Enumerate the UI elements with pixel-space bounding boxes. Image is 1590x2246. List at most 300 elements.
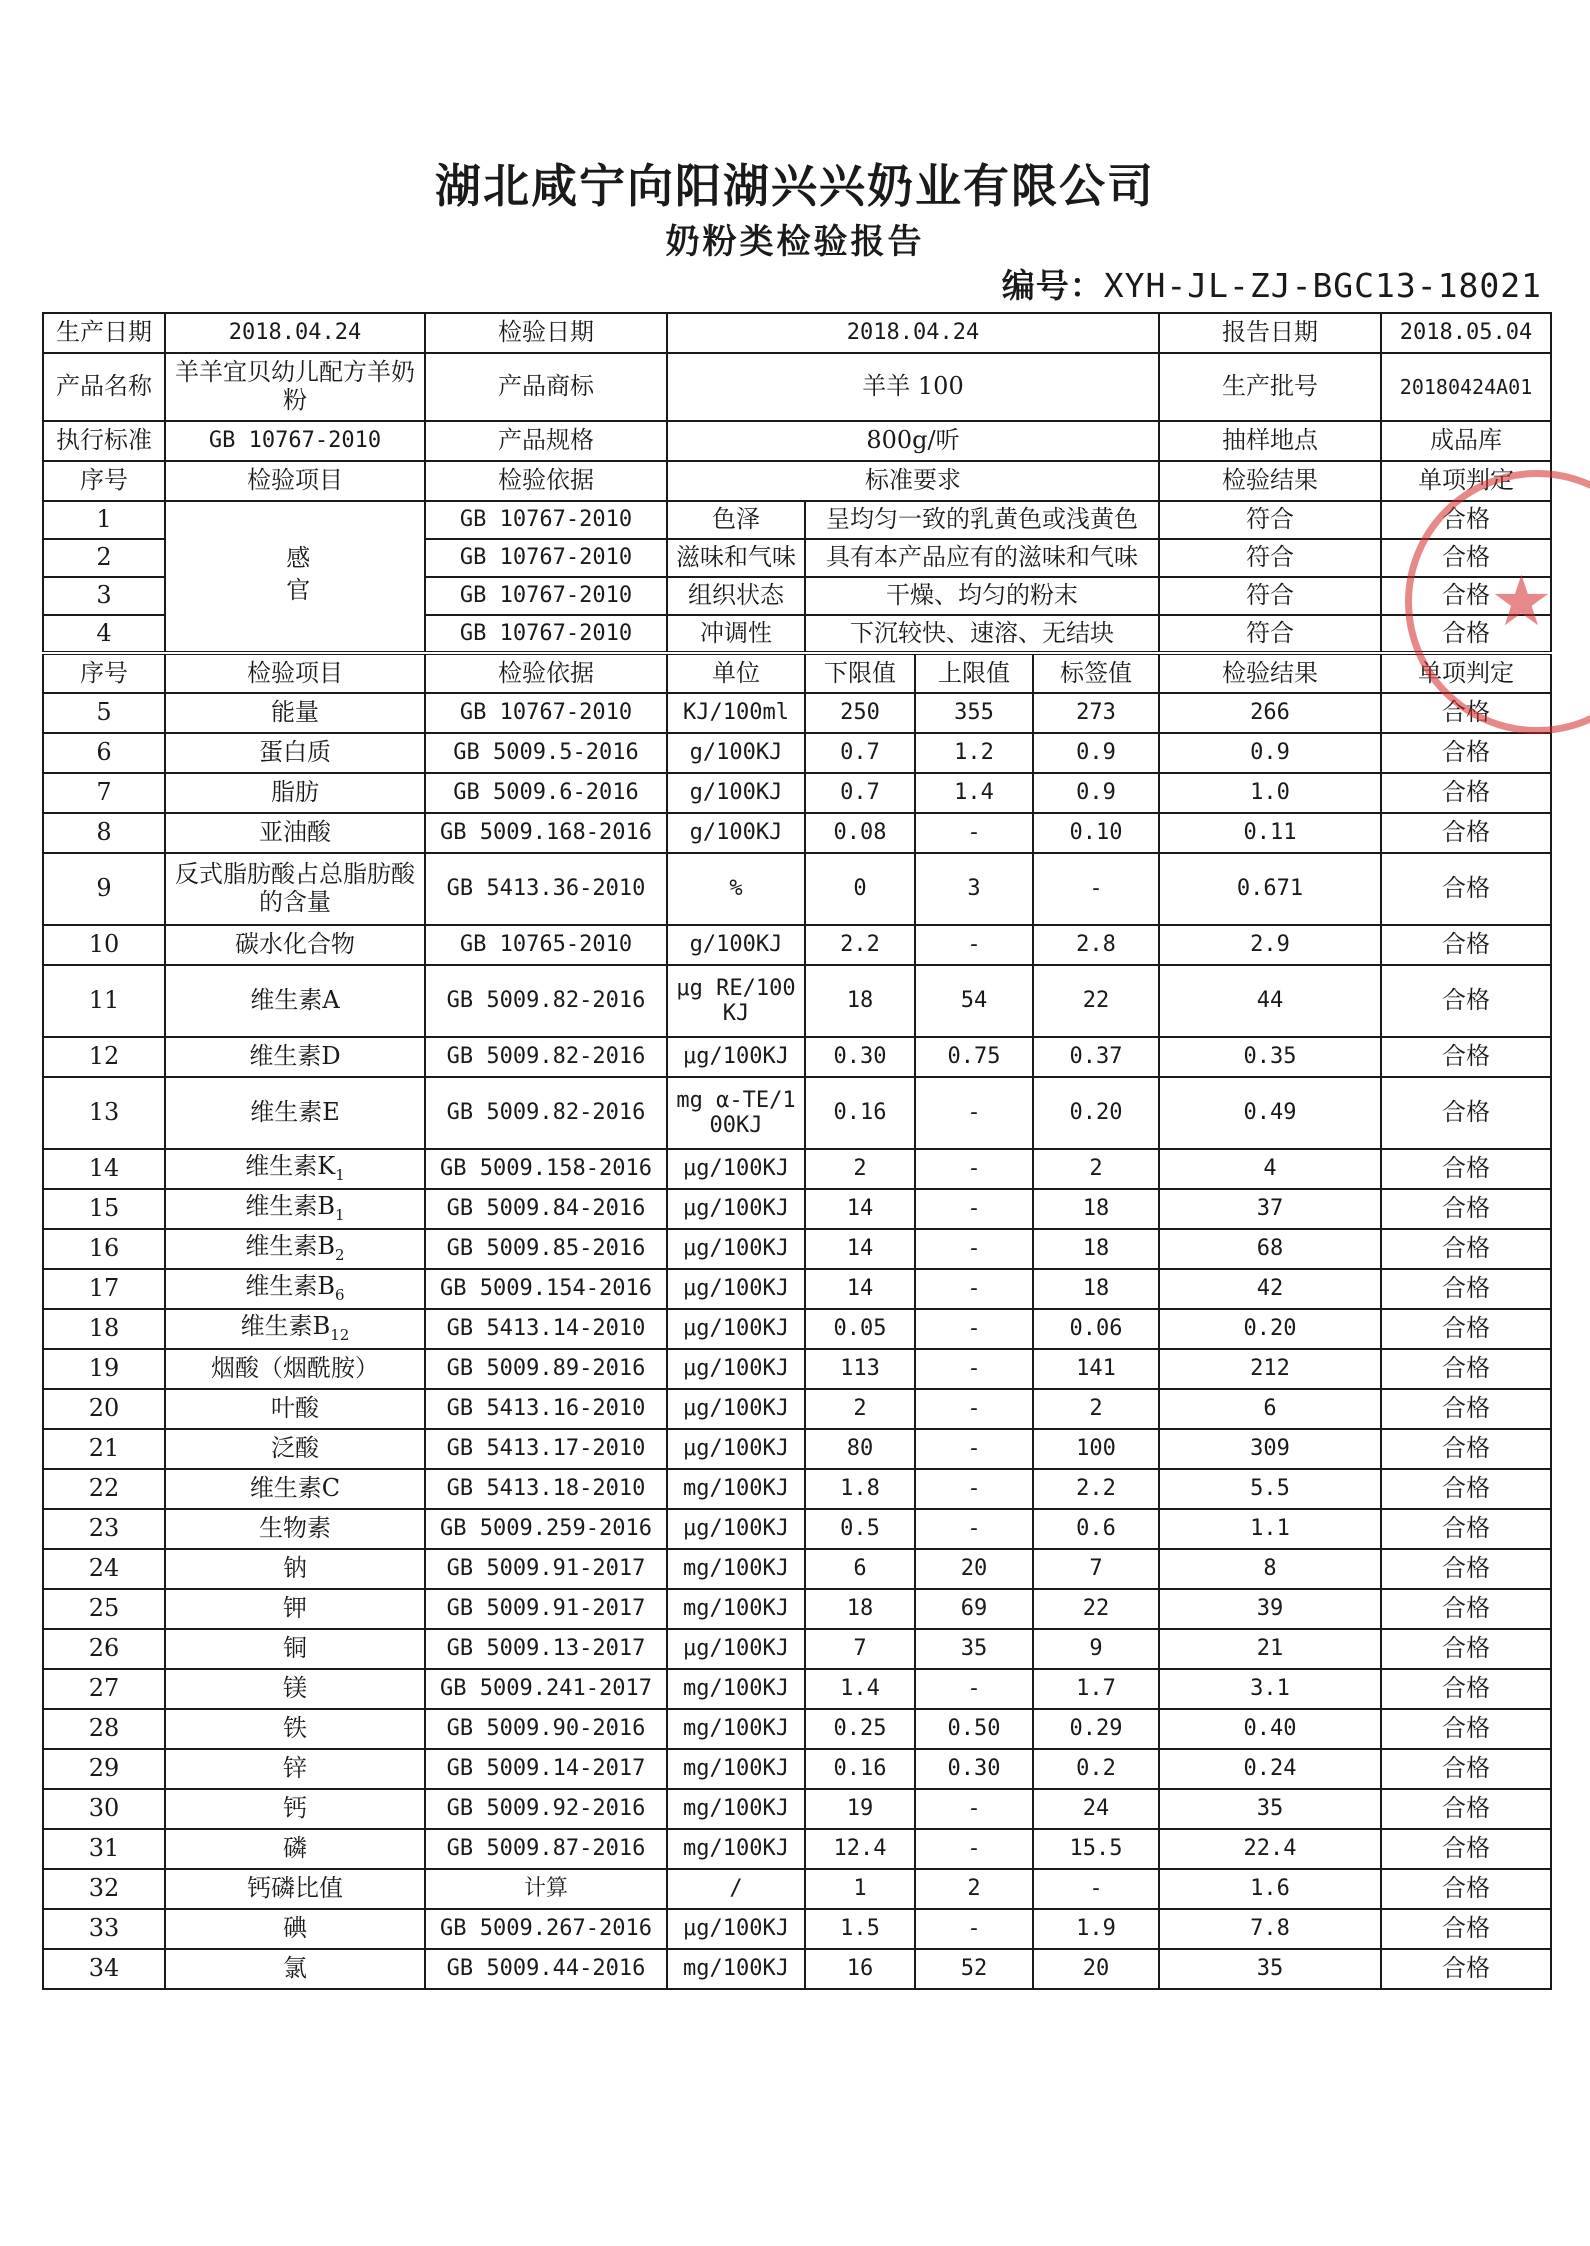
row-item	[165, 1349, 425, 1389]
row-result: 0.11	[1159, 813, 1381, 853]
row-judgment: 合格	[1381, 1669, 1551, 1709]
row-result: 符合	[1159, 615, 1381, 653]
row-no: 4	[43, 615, 165, 653]
row-no: 6	[43, 733, 165, 773]
row-judgment: 合格	[1381, 773, 1551, 813]
row-label-value: 0.9	[1033, 733, 1159, 773]
row-item	[165, 925, 425, 965]
row-basis: GB 5009.90-2016	[425, 1709, 667, 1749]
row-label-value: 18	[1033, 1269, 1159, 1309]
row-result: 7.8	[1159, 1909, 1381, 1949]
row-upper: -	[915, 1309, 1033, 1349]
row-upper: -	[915, 1909, 1033, 1949]
row-result: 0.20	[1159, 1309, 1381, 1349]
row-label-value: 22	[1033, 1589, 1159, 1629]
row-basis: GB 5009.168-2016	[425, 813, 667, 853]
row-basis: GB 5413.17-2010	[425, 1429, 667, 1469]
row-item	[165, 965, 425, 1037]
row-result: 0.35	[1159, 1037, 1381, 1077]
row-lower: 19	[805, 1789, 915, 1829]
row-label-value: 7	[1033, 1549, 1159, 1589]
header-basis: 检验依据	[425, 653, 667, 693]
row-upper: -	[915, 1789, 1033, 1829]
table-row	[43, 733, 1551, 773]
table-row	[43, 1429, 1551, 1469]
row-unit: μg/100KJ	[667, 1629, 805, 1669]
row-lower: 0.25	[805, 1709, 915, 1749]
row-unit: mg/100KJ	[667, 1669, 805, 1709]
row-no: 34	[43, 1949, 165, 1989]
row-no: 19	[43, 1349, 165, 1389]
row-label-value: -	[1033, 853, 1159, 925]
row-upper: -	[915, 1189, 1033, 1229]
row-result: 符合	[1159, 501, 1381, 539]
row-upper: -	[915, 1429, 1033, 1469]
row-basis: GB 5413.18-2010	[425, 1469, 667, 1509]
row-no: 24	[43, 1549, 165, 1589]
row-item-name: 生物素	[259, 1514, 331, 1543]
table-row	[43, 1149, 1551, 1189]
row-unit: μg/100KJ	[667, 1349, 805, 1389]
header-basis: 检验依据	[425, 461, 667, 501]
row-unit: mg/100KJ	[667, 1829, 805, 1869]
row-unit: μg/100KJ	[667, 1429, 805, 1469]
header-item: 检验项目	[165, 461, 425, 501]
row-lower: 1.8	[805, 1469, 915, 1509]
row-label-value: 0.6	[1033, 1509, 1159, 1549]
header-no: 序号	[43, 461, 165, 501]
row-unit: μg/100KJ	[667, 1309, 805, 1349]
header-label: 标签值	[1033, 653, 1159, 693]
row-label-value: 9	[1033, 1629, 1159, 1669]
row-no: 33	[43, 1909, 165, 1949]
row-item-subscript: 2	[335, 1246, 345, 1265]
row-lower: 1.5	[805, 1909, 915, 1949]
row-unit: %	[667, 853, 805, 925]
row-upper: 0.75	[915, 1037, 1033, 1077]
row-requirement: 下沉较快、速溶、无结块	[805, 615, 1159, 653]
row-lower: 1	[805, 1869, 915, 1909]
row-item-name: 氯	[283, 1954, 307, 1983]
row-no: 23	[43, 1509, 165, 1549]
row-basis: GB 10767-2010	[425, 577, 667, 615]
row-basis: GB 10767-2010	[425, 693, 667, 733]
row-label-value: 18	[1033, 1229, 1159, 1269]
row-item-name: 维生素K	[245, 1152, 336, 1181]
row-item-name: 镁	[283, 1674, 307, 1703]
row-basis: GB 5009.44-2016	[425, 1949, 667, 1989]
row-upper: -	[915, 1077, 1033, 1149]
header-result: 检验结果	[1159, 653, 1381, 693]
label-production-date: 生产日期	[43, 313, 165, 353]
spec: 800g/听	[667, 421, 1159, 461]
header-item: 检验项目	[165, 653, 425, 693]
row-result: 6	[1159, 1389, 1381, 1429]
row-item	[165, 1269, 425, 1309]
row-lower: 14	[805, 1269, 915, 1309]
batch-number: 20180424A01	[1381, 353, 1551, 421]
row-no: 10	[43, 925, 165, 965]
row-upper: 3	[915, 853, 1033, 925]
row-judgment: 合格	[1381, 965, 1551, 1037]
row-lower: 18	[805, 965, 915, 1037]
row-judgment: 合格	[1381, 1469, 1551, 1509]
row-label-value: 18	[1033, 1189, 1159, 1229]
row-item-name: 维生素C	[249, 1474, 341, 1503]
row-item-name: 叶酸	[271, 1394, 319, 1423]
row-upper: -	[915, 1269, 1033, 1309]
row-upper: -	[915, 1829, 1033, 1869]
row-item	[165, 1429, 425, 1469]
row-label-value: 0.06	[1033, 1309, 1159, 1349]
row-basis: GB 5009.89-2016	[425, 1349, 667, 1389]
row-judgment: 合格	[1381, 925, 1551, 965]
table-row	[43, 693, 1551, 733]
row-judgment: 合格	[1381, 693, 1551, 733]
row-label-value: 2	[1033, 1389, 1159, 1429]
row-label-value: 2.2	[1033, 1469, 1159, 1509]
seal-star-icon: ★	[1490, 560, 1553, 642]
table-row	[43, 813, 1551, 853]
report-number	[1002, 260, 1542, 307]
row-requirement: 干燥、均匀的粉末	[805, 577, 1159, 615]
trademark: 羊羊 100	[667, 353, 1159, 421]
row-label-value: 0.2	[1033, 1749, 1159, 1789]
row-basis: GB 10765-2010	[425, 925, 667, 965]
row-judgment: 合格	[1381, 1789, 1551, 1829]
report-title: 奶粉类检验报告	[665, 222, 925, 262]
row-result: 1.0	[1159, 773, 1381, 813]
table-row	[43, 1469, 1551, 1509]
row-upper: -	[915, 813, 1033, 853]
row-upper: 35	[915, 1629, 1033, 1669]
row-unit: mg/100KJ	[667, 1469, 805, 1509]
header-no: 序号	[43, 653, 165, 693]
label-report-date: 报告日期	[1159, 313, 1381, 353]
table-row	[43, 1589, 1551, 1629]
row-result: 2.9	[1159, 925, 1381, 965]
table-row	[43, 1389, 1551, 1429]
row-item-name: 磷	[283, 1834, 307, 1863]
row-no: 25	[43, 1589, 165, 1629]
row-lower: 0.16	[805, 1749, 915, 1789]
row-no: 16	[43, 1229, 165, 1269]
row-attribute: 组织状态	[667, 577, 805, 615]
row-lower: 0.30	[805, 1037, 915, 1077]
row-basis: GB 10767-2010	[425, 615, 667, 653]
table-row	[43, 1629, 1551, 1669]
row-unit: g/100KJ	[667, 813, 805, 853]
row-result: 符合	[1159, 539, 1381, 577]
row-no: 28	[43, 1709, 165, 1749]
row-judgment: 合格	[1381, 813, 1551, 853]
row-unit: KJ/100ml	[667, 693, 805, 733]
row-lower: 0.7	[805, 733, 915, 773]
row-judgment: 合格	[1381, 1389, 1551, 1429]
row-upper: -	[915, 1469, 1033, 1509]
row-judgment: 合格	[1381, 1589, 1551, 1629]
row-basis: GB 5009.241-2017	[425, 1669, 667, 1709]
info-row	[43, 421, 1551, 461]
row-item	[165, 1749, 425, 1789]
row-judgment: 合格	[1381, 853, 1551, 925]
row-unit: mg/100KJ	[667, 1709, 805, 1749]
row-item-name: 烟酸（烟酰胺）	[211, 1354, 379, 1383]
row-no: 13	[43, 1077, 165, 1149]
row-label-value: 0.29	[1033, 1709, 1159, 1749]
info-row	[43, 353, 1551, 421]
header-result: 检验结果	[1159, 461, 1381, 501]
row-unit: /	[667, 1869, 805, 1909]
row-unit: mg/100KJ	[667, 1789, 805, 1829]
table-row	[43, 1189, 1551, 1229]
row-result: 42	[1159, 1269, 1381, 1309]
row-lower: 0.5	[805, 1509, 915, 1549]
table-row	[43, 1749, 1551, 1789]
row-upper: -	[915, 1349, 1033, 1389]
row-item-name: 蛋白质	[259, 738, 331, 767]
inspection-table	[42, 312, 1552, 1990]
row-basis: GB 5413.16-2010	[425, 1389, 667, 1429]
row-label-value: 22	[1033, 965, 1159, 1037]
table-row	[43, 965, 1551, 1037]
row-result: 1.1	[1159, 1509, 1381, 1549]
row-basis: GB 5009.158-2016	[425, 1149, 667, 1189]
row-judgment: 合格	[1381, 577, 1551, 615]
row-attribute: 滋味和气味	[667, 539, 805, 577]
row-result: 68	[1159, 1229, 1381, 1269]
row-item	[165, 1829, 425, 1869]
row-no: 9	[43, 853, 165, 925]
company-name: 湖北咸宁向阳湖兴兴奶业有限公司	[435, 159, 1155, 213]
row-item-name: 钠	[283, 1554, 307, 1583]
report-number-label: 编号：	[1001, 266, 1104, 305]
row-upper: -	[915, 1149, 1033, 1189]
row-basis: GB 5009.5-2016	[425, 733, 667, 773]
row-label-value: 20	[1033, 1949, 1159, 1989]
row-result: 21	[1159, 1629, 1381, 1669]
row-basis: GB 5009.267-2016	[425, 1909, 667, 1949]
row-item-name: 亚油酸	[259, 818, 331, 847]
row-item	[165, 853, 425, 925]
row-basis: GB 5009.84-2016	[425, 1189, 667, 1229]
row-item-name: 锌	[283, 1754, 307, 1783]
row-basis: GB 5009.14-2017	[425, 1749, 667, 1789]
row-item	[165, 1949, 425, 1989]
row-item	[165, 1709, 425, 1749]
sensory-header-row	[43, 461, 1551, 501]
row-item	[165, 1389, 425, 1429]
row-lower: 250	[805, 693, 915, 733]
table-row	[43, 1349, 1551, 1389]
label-inspection-date: 检验日期	[425, 313, 667, 353]
row-unit: g/100KJ	[667, 773, 805, 813]
row-no: 29	[43, 1749, 165, 1789]
row-basis: 计算	[425, 1869, 667, 1909]
row-label-value: 15.5	[1033, 1829, 1159, 1869]
row-item-name: 维生素D	[249, 1042, 341, 1071]
row-item	[165, 773, 425, 813]
row-no: 18	[43, 1309, 165, 1349]
row-upper: 2	[915, 1869, 1033, 1909]
row-unit: mg/100KJ	[667, 1749, 805, 1789]
row-unit: μg/100KJ	[667, 1909, 805, 1949]
row-result: 8	[1159, 1549, 1381, 1589]
row-upper: 1.2	[915, 733, 1033, 773]
row-upper: -	[915, 925, 1033, 965]
row-upper: 0.30	[915, 1749, 1033, 1789]
row-item-name: 钙	[283, 1794, 307, 1823]
row-no: 7	[43, 773, 165, 813]
row-upper: -	[915, 1509, 1033, 1549]
row-lower: 16	[805, 1949, 915, 1989]
row-upper: -	[915, 1229, 1033, 1269]
info-row	[43, 313, 1551, 353]
row-item-name: 维生素B	[245, 1272, 336, 1301]
row-lower: 14	[805, 1189, 915, 1229]
row-judgment: 合格	[1381, 501, 1551, 539]
row-unit: g/100KJ	[667, 733, 805, 773]
header-requirement: 标准要求	[667, 461, 1159, 501]
row-judgment: 合格	[1381, 1629, 1551, 1669]
row-lower: 113	[805, 1349, 915, 1389]
row-lower: 2	[805, 1389, 915, 1429]
row-item	[165, 1309, 425, 1349]
row-lower: 1.4	[805, 1669, 915, 1709]
row-unit: μg RE/100KJ	[667, 965, 805, 1037]
row-result: 0.49	[1159, 1077, 1381, 1149]
row-unit: μg/100KJ	[667, 1509, 805, 1549]
row-result: 1.6	[1159, 1869, 1381, 1909]
production-date: 2018.04.24	[165, 313, 425, 353]
table-row	[43, 1909, 1551, 1949]
row-judgment: 合格	[1381, 1949, 1551, 1989]
row-result: 35	[1159, 1789, 1381, 1829]
row-requirement: 具有本产品应有的滋味和气味	[805, 539, 1159, 577]
row-basis: GB 5009.82-2016	[425, 1037, 667, 1077]
row-unit: μg/100KJ	[667, 1037, 805, 1077]
table-row	[43, 1829, 1551, 1869]
row-item	[165, 1509, 425, 1549]
label-standard: 执行标准	[43, 421, 165, 461]
row-result: 0.671	[1159, 853, 1381, 925]
row-no: 26	[43, 1629, 165, 1669]
row-result: 0.9	[1159, 733, 1381, 773]
sensory-row	[43, 501, 1551, 539]
table-row	[43, 1669, 1551, 1709]
row-lower: 14	[805, 1229, 915, 1269]
row-result: 39	[1159, 1589, 1381, 1629]
row-judgment: 合格	[1381, 1909, 1551, 1949]
row-basis: GB 5009.85-2016	[425, 1229, 667, 1269]
row-item	[165, 1909, 425, 1949]
report-number-value: XYH-JL-ZJ-BGC13-18021	[1103, 266, 1542, 305]
row-no: 1	[43, 501, 165, 539]
row-result: 309	[1159, 1429, 1381, 1469]
row-label-value: 2.8	[1033, 925, 1159, 965]
table-row	[43, 925, 1551, 965]
row-item	[165, 1149, 425, 1189]
row-upper: 355	[915, 693, 1033, 733]
row-attribute: 色泽	[667, 501, 805, 539]
row-no: 8	[43, 813, 165, 853]
row-judgment: 合格	[1381, 1189, 1551, 1229]
row-lower: 18	[805, 1589, 915, 1629]
row-basis: GB 10767-2010	[425, 539, 667, 577]
table-row	[43, 1077, 1551, 1149]
row-no: 3	[43, 577, 165, 615]
row-item-name: 维生素B	[245, 1232, 336, 1261]
row-no: 32	[43, 1869, 165, 1909]
label-trademark: 产品商标	[425, 353, 667, 421]
row-result: 0.24	[1159, 1749, 1381, 1789]
row-result: 35	[1159, 1949, 1381, 1989]
row-judgment: 合格	[1381, 1829, 1551, 1869]
row-label-value: 0.20	[1033, 1077, 1159, 1149]
row-basis: GB 5009.82-2016	[425, 965, 667, 1037]
row-upper: 20	[915, 1549, 1033, 1589]
row-item-name: 钾	[283, 1594, 307, 1623]
row-no: 5	[43, 693, 165, 733]
row-lower: 0.05	[805, 1309, 915, 1349]
label-sampling-place: 抽样地点	[1159, 421, 1381, 461]
row-label-value: 1.9	[1033, 1909, 1159, 1949]
row-judgment: 合格	[1381, 1269, 1551, 1309]
row-item	[165, 1549, 425, 1589]
row-no: 17	[43, 1269, 165, 1309]
table-row	[43, 1229, 1551, 1269]
row-label-value: -	[1033, 1869, 1159, 1909]
row-result: 266	[1159, 693, 1381, 733]
row-judgment: 合格	[1381, 539, 1551, 577]
row-basis: GB 5009.13-2017	[425, 1629, 667, 1669]
row-upper: 54	[915, 965, 1033, 1037]
row-label-value: 0.10	[1033, 813, 1159, 853]
row-basis: GB 5009.92-2016	[425, 1789, 667, 1829]
sensory-group: 感官	[165, 501, 425, 653]
row-item	[165, 813, 425, 853]
row-judgment: 合格	[1381, 1709, 1551, 1749]
table-row	[43, 1949, 1551, 1989]
row-item-name: 铜	[283, 1634, 307, 1663]
row-judgment: 合格	[1381, 1149, 1551, 1189]
row-attribute: 冲调性	[667, 615, 805, 653]
row-item	[165, 1789, 425, 1829]
row-item-name: 维生素B	[245, 1192, 336, 1221]
row-unit: μg/100KJ	[667, 1229, 805, 1269]
row-no: 21	[43, 1429, 165, 1469]
table-row	[43, 1509, 1551, 1549]
row-item-subscript: 6	[335, 1286, 345, 1305]
row-lower: 0.7	[805, 773, 915, 813]
row-judgment: 合格	[1381, 1869, 1551, 1909]
row-label-value: 141	[1033, 1349, 1159, 1389]
row-basis: GB 5009.259-2016	[425, 1509, 667, 1549]
row-upper: -	[915, 1389, 1033, 1429]
row-item-subscript: 12	[330, 1326, 350, 1345]
row-label-value: 24	[1033, 1789, 1159, 1829]
table-row	[43, 1309, 1551, 1349]
row-unit: g/100KJ	[667, 925, 805, 965]
label-batch-number: 生产批号	[1159, 353, 1381, 421]
row-item	[165, 1037, 425, 1077]
row-judgment: 合格	[1381, 615, 1551, 653]
row-result: 符合	[1159, 577, 1381, 615]
row-result: 212	[1159, 1349, 1381, 1389]
row-item	[165, 1589, 425, 1629]
row-judgment: 合格	[1381, 1549, 1551, 1589]
table-row	[43, 1269, 1551, 1309]
